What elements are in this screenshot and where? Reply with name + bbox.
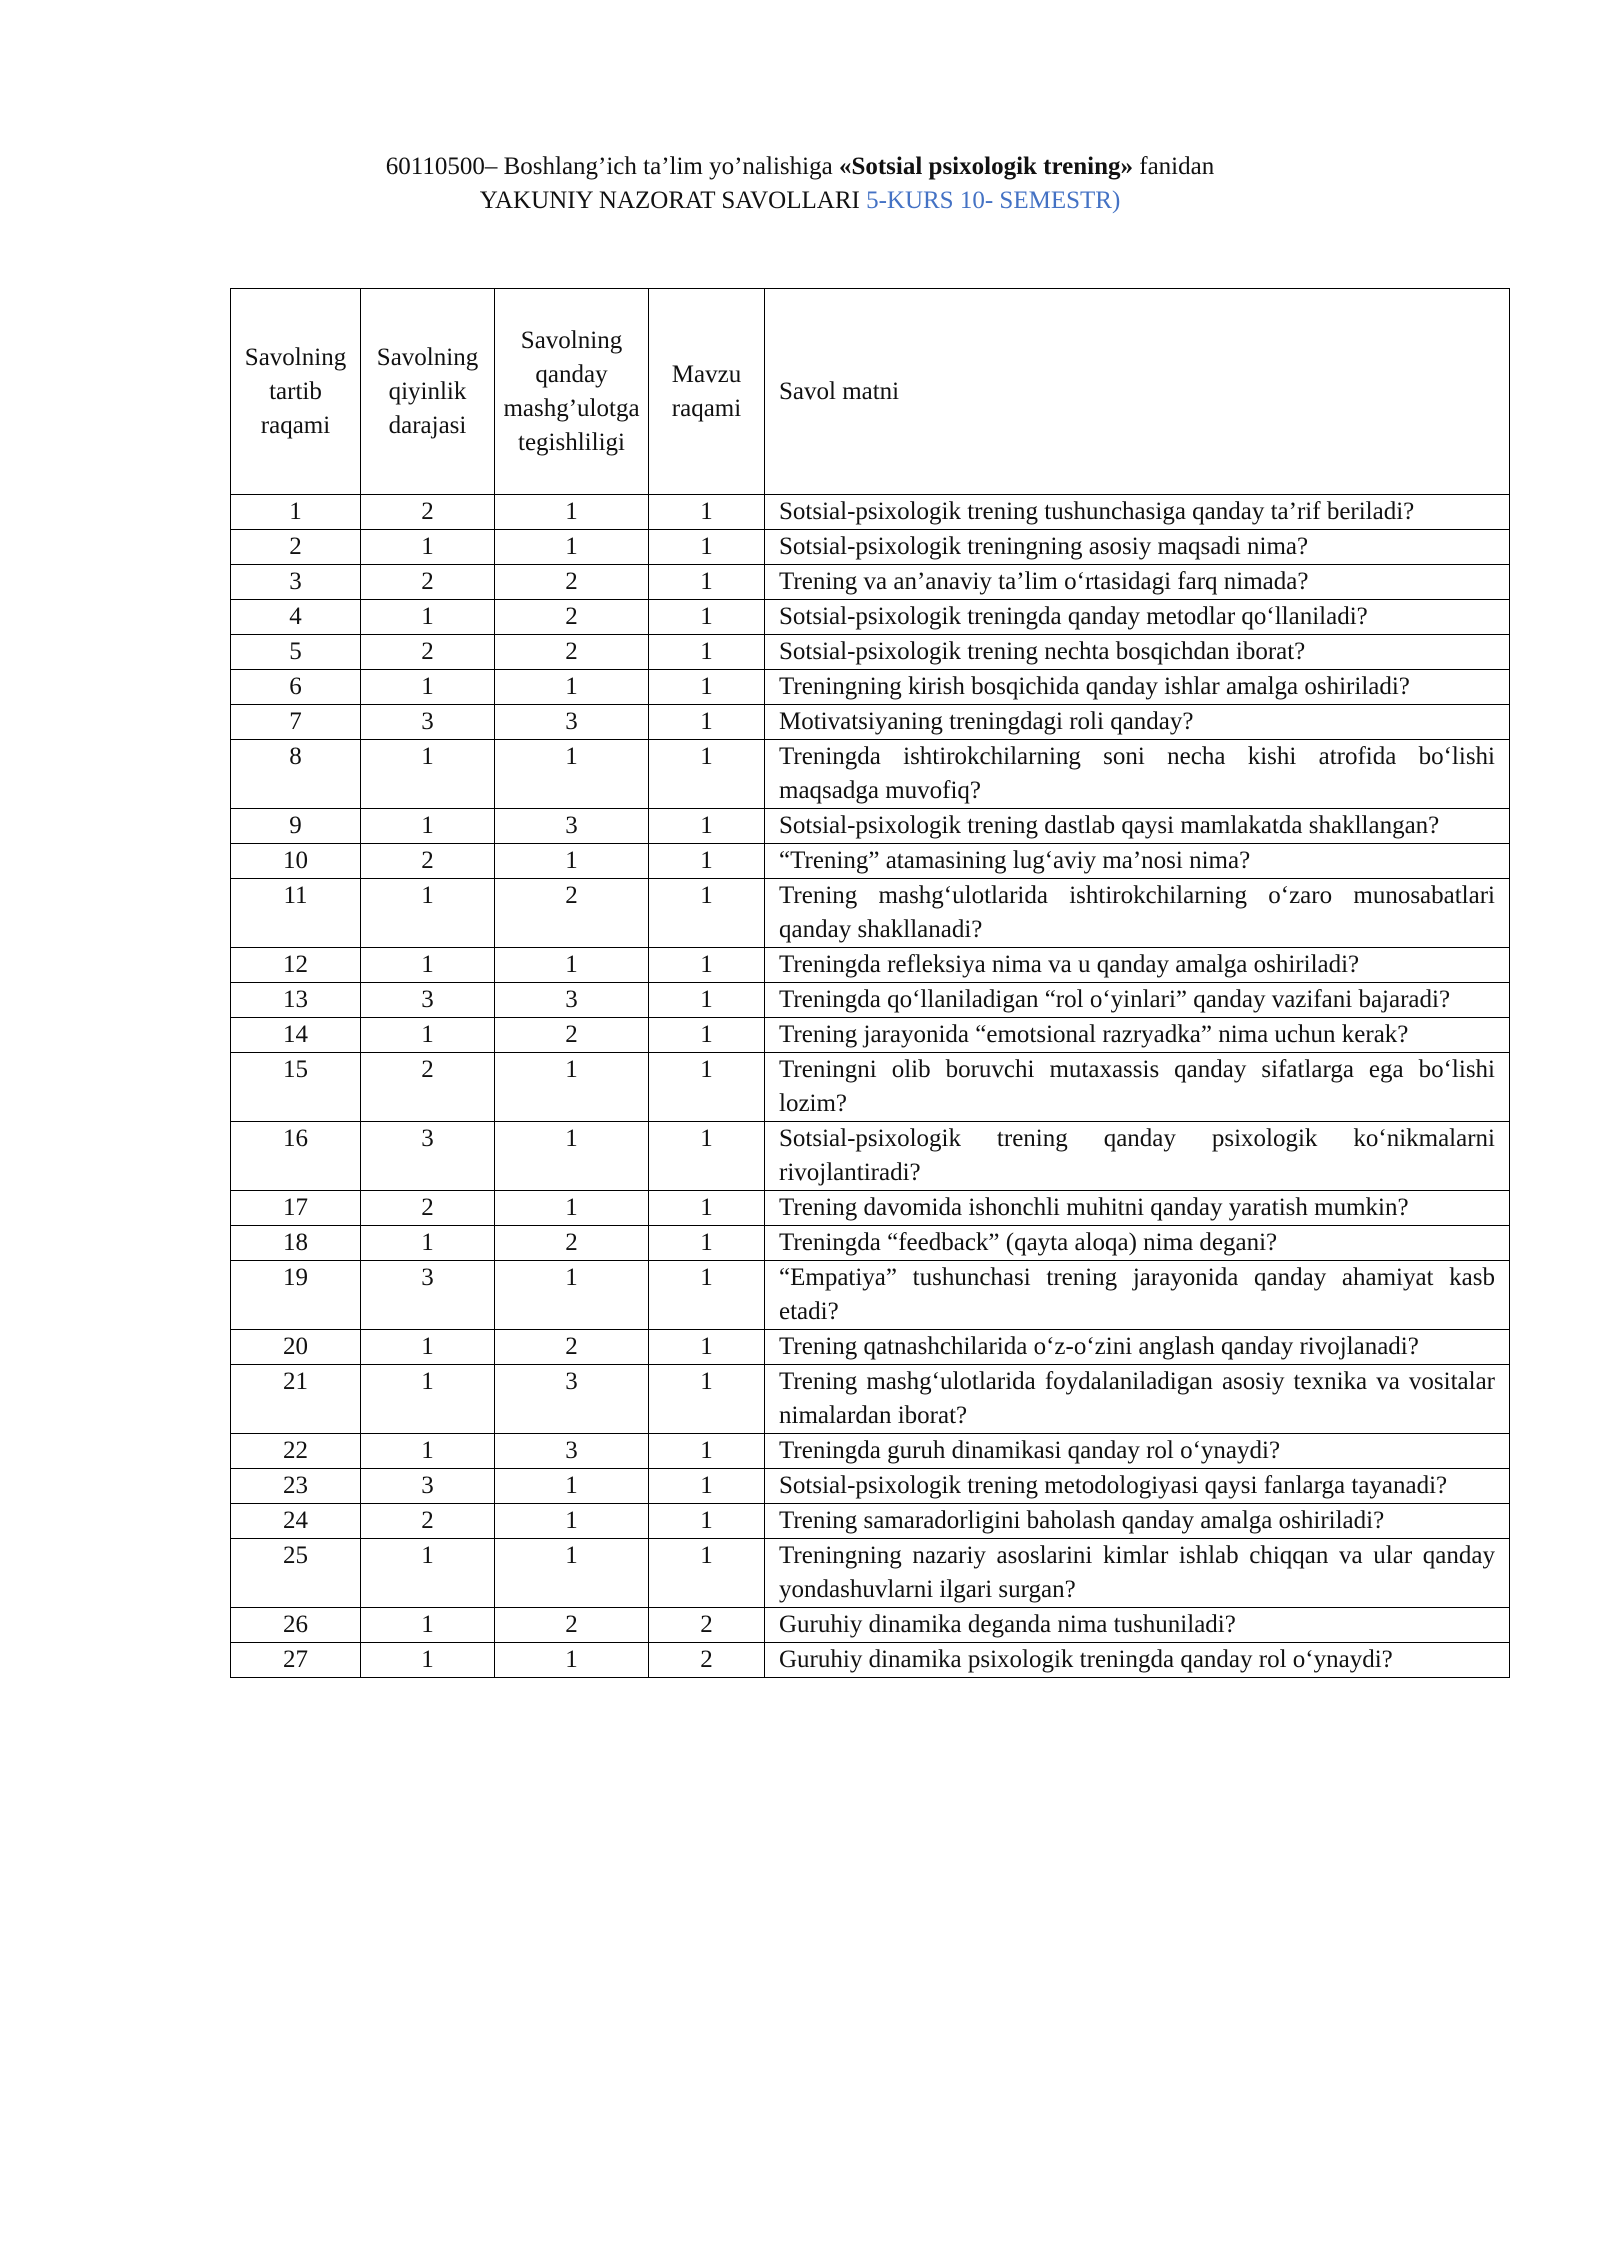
row-question-cell: Sotsial-psixologik treningda qanday metodlar qo‘llaniladi? xyxy=(765,600,1510,635)
table-row xyxy=(231,530,1510,565)
table-row xyxy=(231,600,1510,635)
row-number-cell: 13 xyxy=(231,983,361,1018)
row-difficulty-cell: 1 xyxy=(361,600,495,635)
row-question-cell: Sotsial-psixologik trening nechta bosqichdan iborat? xyxy=(765,635,1510,670)
row-question-cell: Sotsial-psixologik trening qanday psixologik ko‘nikmalarni rivojlantiradi? xyxy=(765,1122,1510,1191)
row-difficulty-cell: 2 xyxy=(361,844,495,879)
table-row xyxy=(231,983,1510,1018)
row-number-cell: 9 xyxy=(231,809,361,844)
row-difficulty-cell: 2 xyxy=(361,1053,495,1122)
row-topic-cell: 1 xyxy=(649,1053,765,1122)
row-difficulty-cell: 3 xyxy=(361,983,495,1018)
row-topic-cell: 1 xyxy=(649,1018,765,1053)
row-topic-cell: 1 xyxy=(649,1122,765,1191)
row-difficulty-cell: 2 xyxy=(361,635,495,670)
header-line-2 xyxy=(0,184,1600,218)
row-topic-cell: 1 xyxy=(649,1226,765,1261)
row-number-cell: 23 xyxy=(231,1469,361,1504)
row-topic-cell: 1 xyxy=(649,635,765,670)
table-row xyxy=(231,1608,1510,1643)
row-exercise-cell: 1 xyxy=(495,1122,649,1191)
row-difficulty-cell: 3 xyxy=(361,1122,495,1191)
row-question-cell: Guruhiy dinamika deganda nima tushuniladi? xyxy=(765,1608,1510,1643)
row-question-cell: Treningning nazariy asoslarini kimlar ishlab chiqqan va ular qanday yondashuvlarni ilgari surgan? xyxy=(765,1539,1510,1608)
row-topic-cell: 1 xyxy=(649,879,765,948)
row-difficulty-cell: 2 xyxy=(361,1504,495,1539)
row-question-cell: Treningda refleksiya nima va u qanday amalga oshiriladi? xyxy=(765,948,1510,983)
table-row xyxy=(231,1191,1510,1226)
header-course-code: 60110500– Boshlang’ich ta’lim yo’nalishiga xyxy=(385,153,839,180)
row-topic-cell: 1 xyxy=(649,600,765,635)
table-row xyxy=(231,1261,1510,1330)
row-question-cell: Sotsial-psixologik trening tushunchasiga qanday ta’rif beriladi? xyxy=(765,495,1510,530)
row-number-cell: 19 xyxy=(231,1261,361,1330)
row-number-cell: 11 xyxy=(231,879,361,948)
row-difficulty-cell: 1 xyxy=(361,1643,495,1678)
row-number-cell: 20 xyxy=(231,1330,361,1365)
table-row xyxy=(231,670,1510,705)
table-row xyxy=(231,1365,1510,1434)
row-difficulty-cell: 2 xyxy=(361,495,495,530)
row-difficulty-cell: 1 xyxy=(361,1434,495,1469)
header-topic: Mavzu raqami xyxy=(649,289,765,495)
row-exercise-cell: 3 xyxy=(495,983,649,1018)
table-row xyxy=(231,809,1510,844)
row-question-cell: Guruhiy dinamika psixologik treningda qanday rol o‘ynaydi? xyxy=(765,1643,1510,1678)
row-question-cell: “Empatiya” tushunchasi trening jarayonida qanday ahamiyat kasb etadi? xyxy=(765,1261,1510,1330)
row-topic-cell: 1 xyxy=(649,809,765,844)
table-header-row xyxy=(231,289,1510,495)
row-exercise-cell: 1 xyxy=(495,495,649,530)
row-exercise-cell: 3 xyxy=(495,1434,649,1469)
row-exercise-cell: 2 xyxy=(495,879,649,948)
row-topic-cell: 1 xyxy=(649,1191,765,1226)
row-number-cell: 15 xyxy=(231,1053,361,1122)
table-row xyxy=(231,1226,1510,1261)
row-difficulty-cell: 1 xyxy=(361,1330,495,1365)
row-difficulty-cell: 1 xyxy=(361,530,495,565)
row-difficulty-cell: 1 xyxy=(361,1365,495,1434)
questions-table xyxy=(230,288,1510,1678)
row-topic-cell: 1 xyxy=(649,670,765,705)
row-difficulty-cell: 1 xyxy=(361,1018,495,1053)
row-number-cell: 6 xyxy=(231,670,361,705)
row-exercise-cell: 3 xyxy=(495,705,649,740)
row-number-cell: 2 xyxy=(231,530,361,565)
row-topic-cell: 1 xyxy=(649,565,765,600)
table-row xyxy=(231,1469,1510,1504)
row-exercise-cell: 3 xyxy=(495,1365,649,1434)
row-topic-cell: 1 xyxy=(649,1504,765,1539)
table-row xyxy=(231,565,1510,600)
header-exercise: Savolning qanday mashg’ulotga tegishliligi xyxy=(495,289,649,495)
header-difficulty: Savolning qiyinlik darajasi xyxy=(361,289,495,495)
row-topic-cell: 1 xyxy=(649,1261,765,1330)
table-row xyxy=(231,1330,1510,1365)
header-exam-title: YAKUNIY NAZORAT SAVOLLARI xyxy=(479,187,867,214)
row-number-cell: 17 xyxy=(231,1191,361,1226)
row-difficulty-cell: 1 xyxy=(361,740,495,809)
row-exercise-cell: 2 xyxy=(495,600,649,635)
row-question-cell: Treningning kirish bosqichida qanday ishlar amalga oshiriladi? xyxy=(765,670,1510,705)
row-question-cell: Sotsial-psixologik trening dastlab qaysi mamlakatda shakllangan? xyxy=(765,809,1510,844)
row-exercise-cell: 1 xyxy=(495,1191,649,1226)
row-question-cell: Treningda “feedback” (qayta aloqa) nima degani? xyxy=(765,1226,1510,1261)
row-number-cell: 22 xyxy=(231,1434,361,1469)
row-question-cell: Treningda qo‘llaniladigan “rol o‘yinlari” qanday vazifani bajaradi? xyxy=(765,983,1510,1018)
row-number-cell: 7 xyxy=(231,705,361,740)
row-difficulty-cell: 1 xyxy=(361,1608,495,1643)
row-number-cell: 18 xyxy=(231,1226,361,1261)
row-exercise-cell: 1 xyxy=(495,1469,649,1504)
row-difficulty-cell: 3 xyxy=(361,1261,495,1330)
table-row xyxy=(231,635,1510,670)
header-question-text: Savol matni xyxy=(765,289,1510,495)
row-question-cell: “Trening” atamasining lug‘aviy ma’nosi nima? xyxy=(765,844,1510,879)
row-topic-cell: 1 xyxy=(649,844,765,879)
row-number-cell: 14 xyxy=(231,1018,361,1053)
row-number-cell: 21 xyxy=(231,1365,361,1434)
table-row xyxy=(231,1053,1510,1122)
row-exercise-cell: 2 xyxy=(495,1608,649,1643)
row-topic-cell: 1 xyxy=(649,530,765,565)
row-topic-cell: 1 xyxy=(649,1330,765,1365)
header-suffix: fanidan xyxy=(1133,153,1215,180)
row-number-cell: 8 xyxy=(231,740,361,809)
row-difficulty-cell: 1 xyxy=(361,1539,495,1608)
row-number-cell: 24 xyxy=(231,1504,361,1539)
row-question-cell: Trening jarayonida “emotsional razryadka” nima uchun kerak? xyxy=(765,1018,1510,1053)
row-difficulty-cell: 1 xyxy=(361,809,495,844)
row-question-cell: Trening davomida ishonchli muhitni qanday yaratish mumkin? xyxy=(765,1191,1510,1226)
table-row xyxy=(231,1018,1510,1053)
row-number-cell: 26 xyxy=(231,1608,361,1643)
row-exercise-cell: 1 xyxy=(495,1539,649,1608)
row-difficulty-cell: 1 xyxy=(361,1226,495,1261)
row-question-cell: Treningda ishtirokchilarning soni necha kishi atrofida bo‘lishi maqsadga muvofiq? xyxy=(765,740,1510,809)
row-topic-cell: 1 xyxy=(649,740,765,809)
row-topic-cell: 2 xyxy=(649,1608,765,1643)
header-course-semester: 5-KURS 10- SEMESTR) xyxy=(866,187,1121,214)
row-exercise-cell: 2 xyxy=(495,565,649,600)
row-topic-cell: 1 xyxy=(649,1434,765,1469)
row-exercise-cell: 2 xyxy=(495,1226,649,1261)
header-line-1 xyxy=(0,150,1600,184)
header-subject-title: «Sotsial psixologik trening» xyxy=(838,153,1133,180)
table-row xyxy=(231,844,1510,879)
table-row xyxy=(231,1643,1510,1678)
table-row xyxy=(231,1434,1510,1469)
table-row xyxy=(231,879,1510,948)
row-exercise-cell: 1 xyxy=(495,1504,649,1539)
row-question-cell: Trening mashg‘ulotlarida ishtirokchilarning o‘zaro munosabatlari qanday shakllanadi? xyxy=(765,879,1510,948)
row-question-cell: Trening va an’anaviy ta’lim o‘rtasidagi farq nimada? xyxy=(765,565,1510,600)
row-exercise-cell: 2 xyxy=(495,1018,649,1053)
row-exercise-cell: 2 xyxy=(495,635,649,670)
row-number-cell: 27 xyxy=(231,1643,361,1678)
table-row xyxy=(231,1539,1510,1608)
row-exercise-cell: 1 xyxy=(495,740,649,809)
row-question-cell: Trening qatnashchilarida o‘z-o‘zini anglash qanday rivojlanadi? xyxy=(765,1330,1510,1365)
row-topic-cell: 1 xyxy=(649,1365,765,1434)
row-difficulty-cell: 1 xyxy=(361,670,495,705)
table-row xyxy=(231,1504,1510,1539)
row-difficulty-cell: 3 xyxy=(361,705,495,740)
row-question-cell: Trening mashg‘ulotlarida foydalaniladigan asosiy texnika va vositalar nimalardan iborat? xyxy=(765,1365,1510,1434)
row-exercise-cell: 2 xyxy=(495,1330,649,1365)
row-difficulty-cell: 3 xyxy=(361,1469,495,1504)
row-topic-cell: 2 xyxy=(649,1643,765,1678)
table-row xyxy=(231,705,1510,740)
table-row xyxy=(231,1122,1510,1191)
row-topic-cell: 1 xyxy=(649,1539,765,1608)
row-topic-cell: 1 xyxy=(649,1469,765,1504)
row-exercise-cell: 1 xyxy=(495,1053,649,1122)
header-number: Savolning tartib raqami xyxy=(231,289,361,495)
row-topic-cell: 1 xyxy=(649,948,765,983)
row-number-cell: 25 xyxy=(231,1539,361,1608)
row-exercise-cell: 1 xyxy=(495,844,649,879)
row-exercise-cell: 1 xyxy=(495,670,649,705)
row-number-cell: 4 xyxy=(231,600,361,635)
row-topic-cell: 1 xyxy=(649,705,765,740)
row-exercise-cell: 1 xyxy=(495,1643,649,1678)
row-difficulty-cell: 1 xyxy=(361,879,495,948)
row-difficulty-cell: 2 xyxy=(361,565,495,600)
row-question-cell: Treningni olib boruvchi mutaxassis qanday sifatlarga ega bo‘lishi lozim? xyxy=(765,1053,1510,1122)
table-row xyxy=(231,740,1510,809)
row-difficulty-cell: 2 xyxy=(361,1191,495,1226)
row-number-cell: 1 xyxy=(231,495,361,530)
row-question-cell: Sotsial-psixologik treningning asosiy maqsadi nima? xyxy=(765,530,1510,565)
row-number-cell: 12 xyxy=(231,948,361,983)
row-question-cell: Motivatsiyaning treningdagi roli qanday? xyxy=(765,705,1510,740)
row-question-cell: Treningda guruh dinamikasi qanday rol o‘ynaydi? xyxy=(765,1434,1510,1469)
row-exercise-cell: 1 xyxy=(495,1261,649,1330)
document-header xyxy=(0,150,1600,218)
row-exercise-cell: 1 xyxy=(495,530,649,565)
row-exercise-cell: 3 xyxy=(495,809,649,844)
table-row xyxy=(231,495,1510,530)
row-question-cell: Sotsial-psixologik trening metodologiyasi qaysi fanlarga tayanadi? xyxy=(765,1469,1510,1504)
row-number-cell: 10 xyxy=(231,844,361,879)
row-difficulty-cell: 1 xyxy=(361,948,495,983)
row-number-cell: 5 xyxy=(231,635,361,670)
table-body xyxy=(231,495,1510,1678)
row-number-cell: 16 xyxy=(231,1122,361,1191)
table-row xyxy=(231,948,1510,983)
row-exercise-cell: 1 xyxy=(495,948,649,983)
row-question-cell: Trening samaradorligini baholash qanday amalga oshiriladi? xyxy=(765,1504,1510,1539)
row-number-cell: 3 xyxy=(231,565,361,600)
row-topic-cell: 1 xyxy=(649,495,765,530)
row-topic-cell: 1 xyxy=(649,983,765,1018)
